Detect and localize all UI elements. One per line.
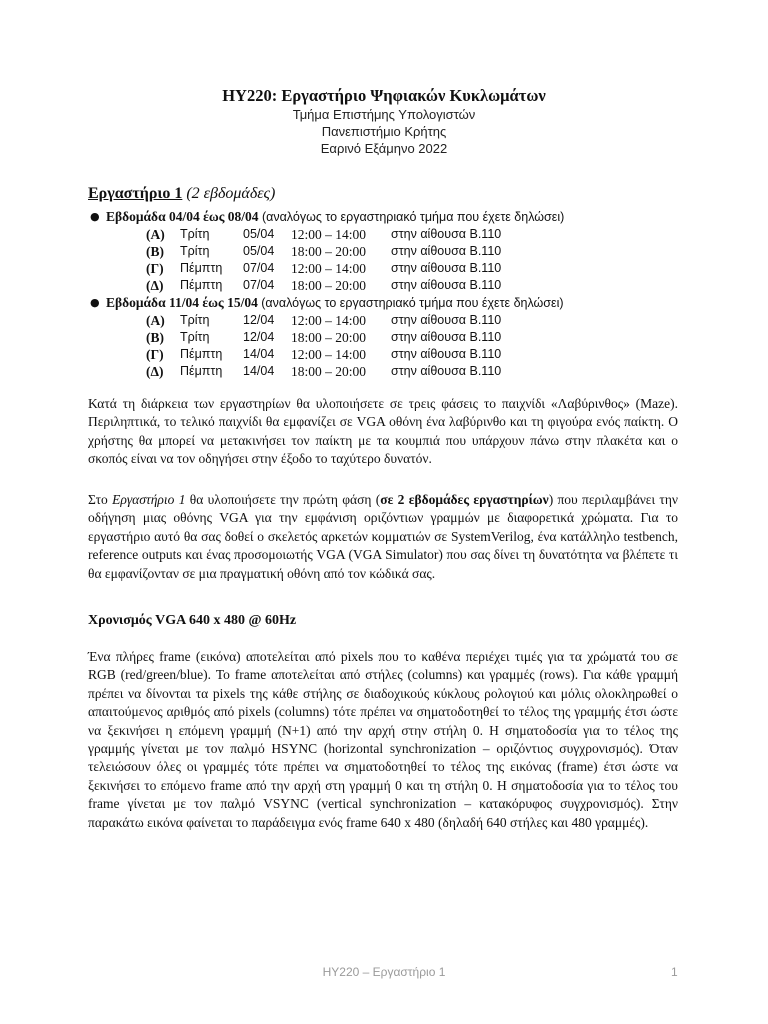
slot-room: στην αίθουσα Β.110	[391, 347, 502, 361]
slot-time: 12:00 – 14:00	[291, 227, 367, 242]
schedule-row	[88, 346, 688, 363]
slot-date: 14/04	[243, 364, 275, 378]
lab1-text-c: ) που περιλαμβάνει την οδήγηση μιας οθόνης VGA για την εμφάνιση οριζόντιων γραμμών με διαφορετικά χρώματα. Για το εργαστήριο αυτό θα σας δοθεί ο σκελετός αρκετών κομματιών σε SystemVerilog, ένα κατάλληλο testbench, reference outputs και ένας προσομοιωτής VGA (VGA Simulator) που σας δίνει τη δυνατότητα να βλέπετε τι θα εμφανίζονταν σε μια πραγματική οθόνη από τον κώδικά σας.	[88, 492, 678, 581]
week-block	[88, 208, 688, 294]
schedule-row	[88, 243, 688, 260]
slot-room: στην αίθουσα Β.110	[391, 364, 502, 378]
slot-room: στην αίθουσα Β.110	[391, 278, 502, 292]
lab-heading	[88, 185, 275, 203]
lab1-text-a: Στο	[88, 492, 113, 507]
slot-day: Πέμπτη	[180, 261, 223, 275]
week-block	[88, 294, 688, 380]
slot-group: (Γ)	[146, 261, 164, 276]
slot-group: (Δ)	[146, 364, 164, 379]
slot-time: 18:00 – 20:00	[291, 330, 367, 345]
slot-date: 14/04	[243, 347, 275, 361]
slot-group: (Α)	[146, 227, 165, 242]
slot-group: (Γ)	[146, 347, 164, 362]
slot-time: 18:00 – 20:00	[291, 364, 367, 379]
slot-group: (Β)	[146, 244, 164, 259]
intro-paragraph: Κατά τη διάρκεια των εργαστηρίων θα υλοποιήσετε σε τρεις φάσεις το παιχνίδι «Λαβύρινθος» (Maze). Περιληπτικά, το τελικό παιχνίδι θα εμφανίζει σε VGA οθόνη ένα λαβύρινθο και τη φιγούρα ενός παίκτη. Ο χρήστης θα μπορεί να μετακινήσει τον παίκτη με τα κουμπιά που υπάρχουν πάνω στην πλακέτα και ο σκοπός είναι να τον οδηγήσει στην έξοδο το ταχύτερο δυνατόν.	[88, 396, 678, 467]
university-name: Πανεπιστήμιο Κρήτης	[321, 124, 447, 139]
slot-time: 18:00 – 20:00	[291, 244, 367, 259]
slot-day: Τρίτη	[180, 244, 210, 258]
slot-group: (Α)	[146, 313, 165, 328]
bullet-icon: ●	[90, 296, 100, 309]
slot-time: 12:00 – 14:00	[291, 313, 367, 328]
bullet-icon: ●	[90, 210, 100, 223]
week-note: (αναλόγως το εργαστηριακό τμήμα που έχετε δηλώσει)	[261, 296, 564, 310]
slot-date: 07/04	[243, 261, 275, 275]
schedule-list	[88, 208, 688, 380]
slot-room: στην αίθουσα Β.110	[391, 330, 502, 344]
slot-date: 07/04	[243, 278, 275, 292]
lab-duration: (2 εβδομάδες)	[186, 185, 276, 202]
lab1-text-b: θα υλοποιήσετε την πρώτη φάση (	[185, 492, 381, 507]
slot-time: 18:00 – 20:00	[291, 278, 367, 293]
schedule-row	[88, 329, 688, 346]
semester-label: Εαρινό Εξάμηνο 2022	[320, 141, 448, 156]
slot-group: (Β)	[146, 330, 164, 345]
schedule-row	[88, 312, 688, 329]
slot-day: Τρίτη	[180, 313, 210, 327]
slot-room: στην αίθουσα Β.110	[391, 261, 502, 275]
slot-date: 05/04	[243, 244, 275, 258]
week-title: Εβδομάδα 11/04 έως 15/04	[106, 295, 258, 310]
week-note: (αναλόγως το εργαστηριακό τμήμα που έχετε δηλώσει)	[261, 210, 565, 224]
slot-group: (Δ)	[146, 278, 164, 293]
lab1-text-italic: Εργαστήριο 1	[112, 492, 186, 507]
slot-day: Τρίτη	[180, 227, 210, 241]
slot-date: 12/04	[243, 330, 275, 344]
lab1-text-bold: σε 2 εβδομάδες εργαστηρίων	[380, 492, 549, 507]
slot-room: στην αίθουσα Β.110	[391, 227, 502, 241]
slot-day: Πέμπτη	[180, 364, 223, 378]
schedule-row	[88, 277, 688, 294]
lab1-paragraph	[88, 491, 678, 583]
slot-day: Τρίτη	[180, 330, 210, 344]
schedule-row	[88, 226, 688, 243]
lab-title: Εργαστήριο 1	[88, 185, 183, 202]
document-header	[0, 86, 768, 157]
slot-time: 12:00 – 14:00	[291, 261, 367, 276]
slot-room: στην αίθουσα Β.110	[391, 313, 502, 327]
schedule-row	[88, 260, 688, 277]
slot-time: 12:00 – 14:00	[291, 347, 367, 362]
week-heading	[88, 294, 688, 312]
week-heading	[88, 208, 688, 226]
schedule-row	[88, 363, 688, 380]
department-name: Τμήμα Επιστήμης Υπολογιστών	[292, 107, 476, 122]
slot-date: 12/04	[243, 313, 275, 327]
course-title: HY220: Εργαστήριο Ψηφιακών Κυκλωμάτων	[222, 86, 546, 105]
timing-paragraph: Ένα πλήρες frame (εικόνα) αποτελείται από pixels που το καθένα περιέχει τιμές για τα χρώματά του σε RGB (red/green/blue). Το frame αποτελείται από στήλες (columns) και γραμμές (rows). Για κάθε γραμμή πρέπει να δίνονται τα pixels της κάθε στήλης σε διαδοχικούς κύκλους ρολογιού και μόλις ολοκληρωθεί ο απαιτούμενος αριθμός από pixels (columns) τότε πρέπει να σηματοδοτηθεί το τέλος της γραμμής έτσι ώστε να ξεκινήσει η επόμενη γραμμή (N+1) από την αρχή στην στήλη 0. Η σηματοδοσία για το τέλος της γραμμής γίνεται με τον παλμό HSYNC (horizontal synchronization – οριζόντιος συγχρονισμός). Όταν τελειώσουν όλες οι γραμμές τότε πρέπει να σηματοδοτηθεί το τέλος της εικόνας (frame) έτσι ώστε να ξεκινήσει το επόμενο frame από την αρχή στη γραμμή 0 και τη στήλη 0. Η σηματοδοσία για το τέλος του frame γίνεται με τον παλμό VSYNC (vertical synchronization – κατακόρυφος συγχρονισμός). Στην παρακάτω εικόνα φαίνεται το παράδειγμα ενός frame 640 x 480 (δηλαδή 640 στήλες και 480 γραμμές).	[88, 649, 678, 830]
page-number: 1	[671, 965, 678, 979]
footer-text: HY220 – Εργαστήριο 1	[322, 965, 446, 979]
week-title: Εβδομάδα 04/04 έως 08/04	[106, 209, 259, 224]
timing-section-title: Χρονισμός VGA 640 x 480 @ 60Hz	[88, 613, 297, 628]
slot-date: 05/04	[243, 227, 275, 241]
slot-day: Πέμπτη	[180, 278, 223, 292]
slot-room: στην αίθουσα Β.110	[391, 244, 502, 258]
slot-day: Πέμπτη	[180, 347, 223, 361]
